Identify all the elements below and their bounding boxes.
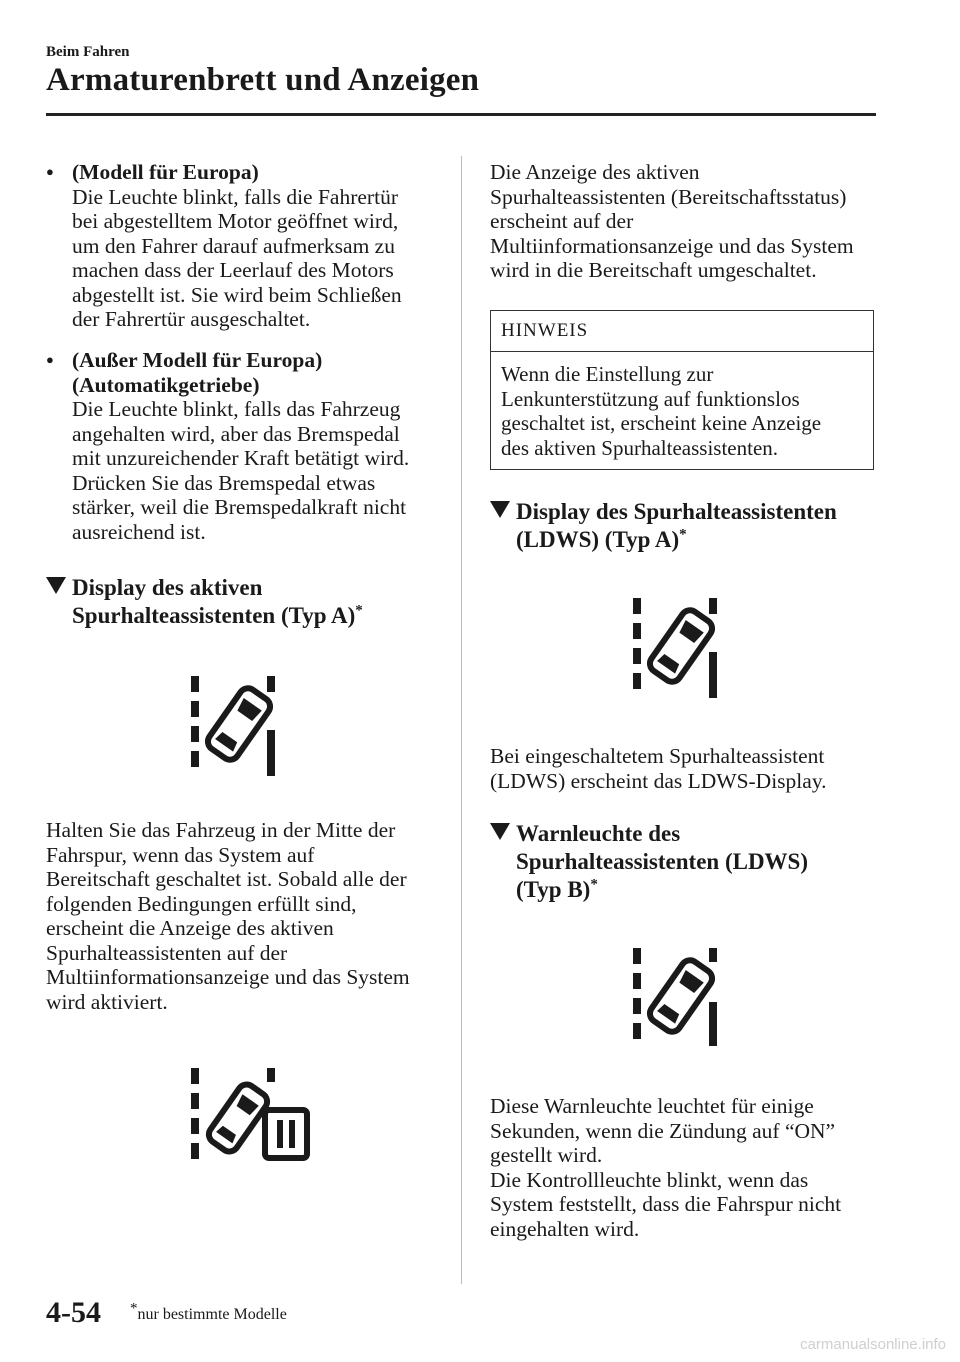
footnote-text: nur bestimmte Modelle xyxy=(137,1306,287,1323)
ldws-display-icon xyxy=(628,596,728,700)
text-line: Fahrspur, wenn das System auf xyxy=(46,842,315,867)
text-line: wird in die Bereitschaft umgeschaltet. xyxy=(490,258,817,282)
triangle-bullet-icon xyxy=(46,577,66,594)
watermark: carmanualsonline.info xyxy=(800,1336,946,1353)
note-line: geschaltet ist, erscheint keine Anzeige xyxy=(501,411,822,435)
bullet-subtitle: (Automatikgetriebe) xyxy=(72,372,260,397)
text-line: Spurhalteassistenten auf der xyxy=(46,940,288,965)
bullet-line: der Fahrertür ausgeschaltet. xyxy=(72,307,311,331)
bullet-line: angehalten wird, aber das Bremspedal xyxy=(72,421,400,446)
paragraph-warning-light xyxy=(490,1094,890,1244)
bullet-line: Die Leuchte blinkt, falls das Fahrzeug xyxy=(72,397,401,421)
bullet-line: ausreichend ist. xyxy=(72,519,206,544)
star-icon: * xyxy=(679,526,687,543)
page-number: 4-54 xyxy=(46,1296,101,1329)
bullet-europe xyxy=(46,160,446,340)
bullet-line: Drücken Sie das Bremspedal etwas xyxy=(72,470,376,495)
text-line: Sekunden, wenn die Zündung auf “ON” xyxy=(490,1118,836,1143)
footnote xyxy=(130,1300,287,1324)
star-icon: * xyxy=(590,876,598,893)
text-line: Multiinformationsanzeige und das System xyxy=(46,965,410,989)
bullet-dot: ● xyxy=(46,352,54,367)
paragraph-standby-status xyxy=(490,160,890,290)
heading-line: Display des aktiven xyxy=(72,575,263,600)
text-line: gestellt wird. xyxy=(490,1143,603,1167)
note-line: Wenn die Einstellung zur xyxy=(501,362,714,386)
section-label: Beim Fahren xyxy=(46,44,130,60)
text-line: (LDWS) erscheint das LDWS-Display. xyxy=(490,768,827,793)
heading-line: Warnleuchte des xyxy=(516,821,681,846)
text-line: wird aktiviert. xyxy=(46,989,168,1014)
text-line: Die Anzeige des aktiven xyxy=(490,160,700,184)
heading-line: Display des Spurhalteassistenten xyxy=(516,499,837,524)
note-line: des aktiven Spurhalteassistenten. xyxy=(501,435,779,460)
note-line: Lenkunterstützung auf funktionslos xyxy=(501,386,800,411)
bullet-title: (Modell für Europa) xyxy=(72,160,259,184)
text-line: Spurhalteassistenten (Bereitschaftsstatus) xyxy=(490,184,847,209)
text-line: erscheint die Anzeige des aktiven xyxy=(46,916,334,940)
bullet-line: bei abgestelltem Motor geöffnet wird, xyxy=(72,209,399,233)
bullet-line: stärker, weil die Bremspedalkraft nicht xyxy=(72,495,407,519)
paragraph-standby xyxy=(46,818,446,1018)
heading-line: Spurhalteassistenten (LDWS) xyxy=(516,849,809,874)
text-line: folgenden Bedingungen erfüllt sind, xyxy=(46,891,357,916)
text-line: Bereitschaft geschaltet ist. Sobald alle der xyxy=(46,867,407,891)
star-icon: * xyxy=(130,1300,138,1317)
ldws-warning-light-icon xyxy=(628,946,728,1048)
text-line: erscheint auf der xyxy=(490,209,634,233)
star-icon: * xyxy=(355,602,363,619)
heading-ldws-warning-type-b xyxy=(490,820,890,910)
heading-line: Spurhalteassistenten (Typ A) xyxy=(72,603,356,628)
header-rule xyxy=(46,113,876,116)
bullet-line: Die Leuchte blinkt, falls die Fahrertür xyxy=(72,184,398,209)
text-line: eingehalten wird. xyxy=(490,1216,640,1241)
lane-keep-standby-icon xyxy=(186,1066,316,1166)
bullet-non-europe xyxy=(46,348,446,548)
heading-ldws-type-a xyxy=(490,498,890,558)
note-box xyxy=(490,310,874,470)
bullet-line: machen dass der Leerlauf des Motors xyxy=(72,258,394,282)
heading-active-lane-keep-type-a xyxy=(46,574,446,634)
note-title: HINWEIS xyxy=(491,311,873,352)
heading-line: (LDWS) (Typ A) xyxy=(516,527,680,552)
bullet-line: um den Fahrer darauf aufmerksam zu xyxy=(72,233,395,258)
text-line: Diese Warnleuchte leuchtet für einige xyxy=(490,1094,814,1118)
bullet-line: mit unzureichender Kraft betätigt wird. xyxy=(72,446,410,470)
bullet-title: (Außer Modell für Europa) xyxy=(72,348,323,372)
text-line: Halten Sie das Fahrzeug in der Mitte der xyxy=(46,818,396,842)
triangle-bullet-icon xyxy=(490,501,510,518)
lane-keep-assist-icon xyxy=(186,674,286,778)
column-divider xyxy=(461,156,462,1284)
chapter-title: Armaturenbrett und Anzeigen xyxy=(46,62,480,98)
heading-line: (Typ B) xyxy=(516,877,591,902)
bullet-dot: ● xyxy=(46,164,54,179)
text-line: Multiinformationsanzeige und das System xyxy=(490,233,854,258)
triangle-bullet-icon xyxy=(490,823,510,840)
paragraph-ldws-on xyxy=(490,744,890,796)
text-line: Bei eingeschaltetem Spurhalteassistent xyxy=(490,744,825,768)
text-line: System feststellt, dass die Fahrspur nicht xyxy=(490,1192,842,1216)
text-line: Die Kontrollleuchte blinkt, wenn das xyxy=(490,1167,809,1192)
bullet-line: abgestellt ist. Sie wird beim Schließen xyxy=(72,282,402,307)
